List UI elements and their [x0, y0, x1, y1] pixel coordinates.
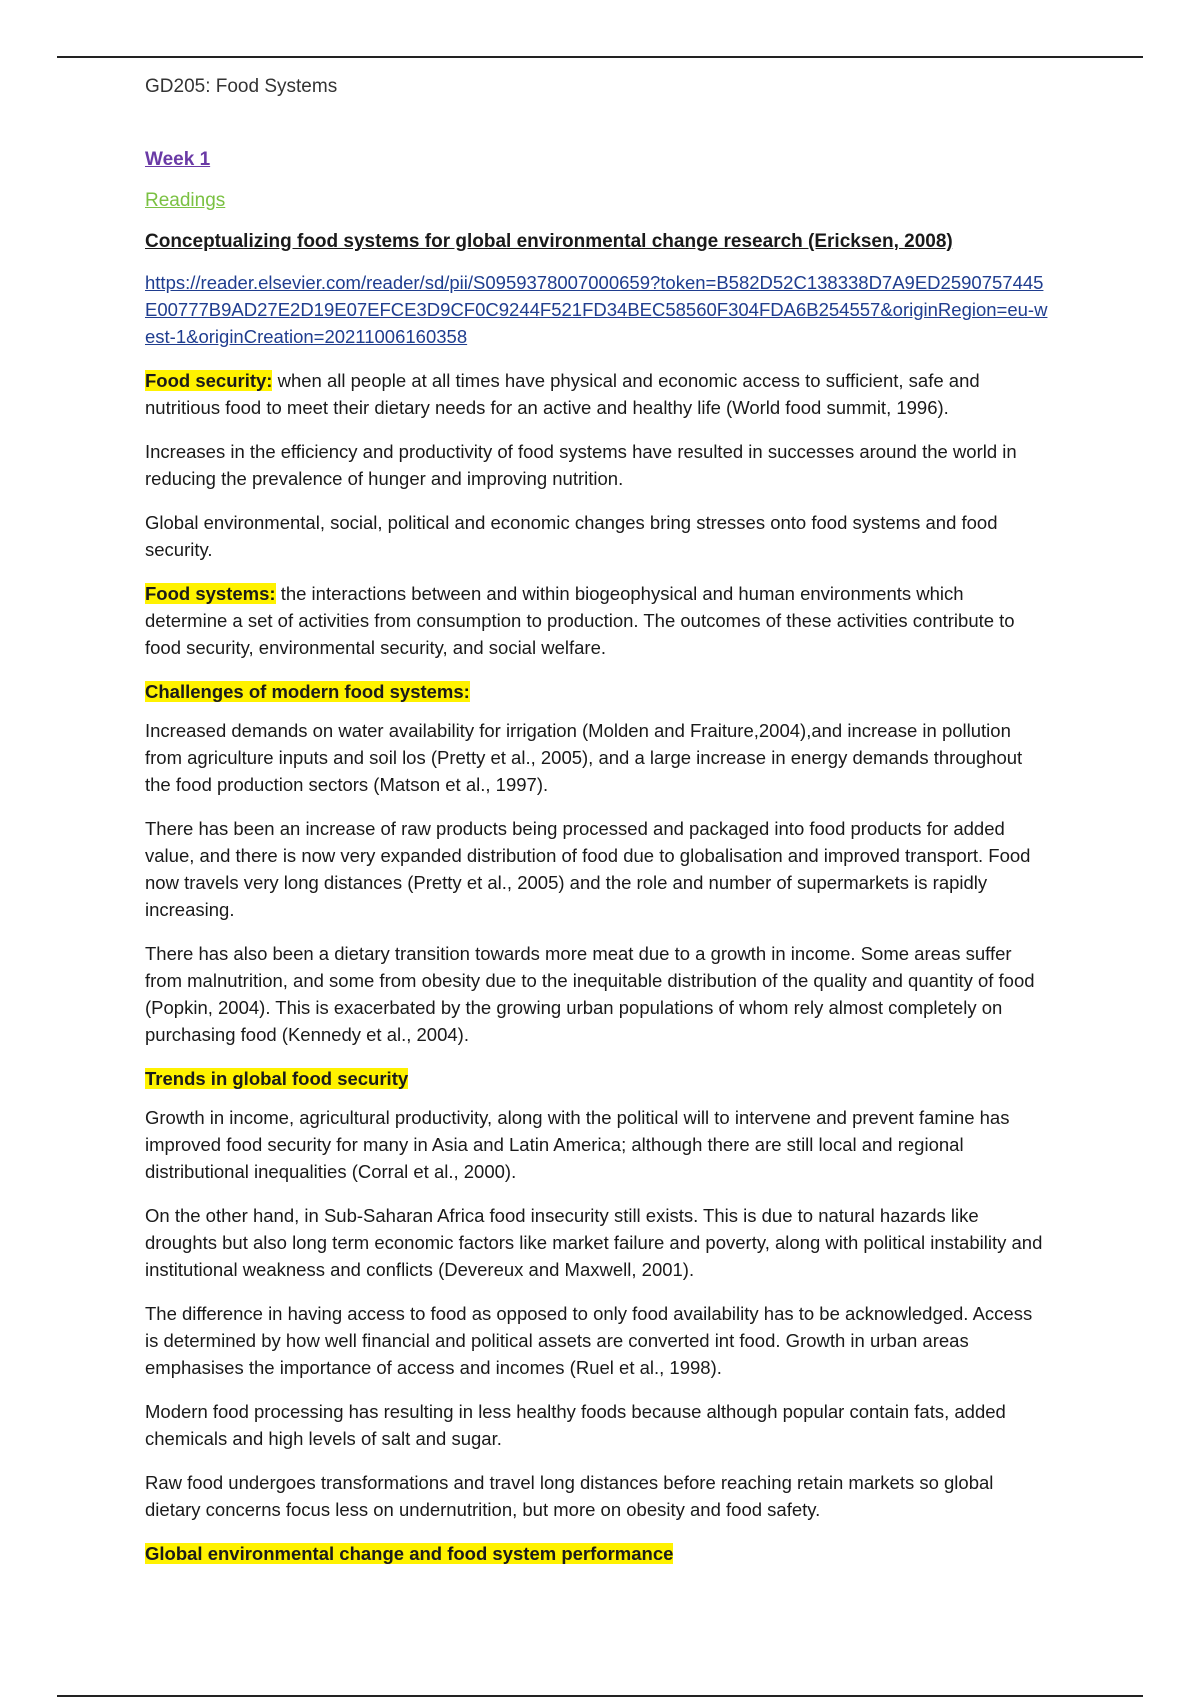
- top-rule: [57, 56, 1143, 58]
- article-link[interactable]: https://reader.elsevier.com/reader/sd/pii/S0959378007000659?token=B582D52C138338D7A9ED2590757445E00777B9AD27E2D19E07EFCE3D9CF0C9244F521FD34BEC58560F304FDA6B254557&originRegion=eu-west-1&originCreation=20211006160358: [145, 272, 1048, 347]
- paragraph-global-changes: Global environmental, social, political and economic changes bring stresses onto food systems and food security.: [145, 512, 998, 560]
- week-heading: Week 1: [145, 149, 211, 170]
- trend-paragraph: Growth in income, agricultural productivity, along with the political will to intervene and prevent famine has improved food security for many in Asia and Latin America; although there are still local and regional distributional inequalities (Corral et al., 2000).: [145, 1107, 1010, 1182]
- article-link-paragraph: [145, 269, 1050, 350]
- document-header: GD205: Food Systems: [145, 76, 338, 97]
- readings-heading: Readings: [145, 190, 226, 211]
- environmental-heading-text: Global environmental change and food system performance: [145, 1543, 674, 1564]
- environmental-heading: [145, 1540, 1050, 1567]
- bottom-rule: [57, 1695, 1143, 1697]
- food-security-text: when all people at all times have physical and economic access to sufficient, safe and nutritious food to meet their dietary needs for an active and healthy life (World food summit, 1996).: [145, 370, 980, 418]
- trend-paragraph: The difference in having access to food as opposed to only food availability has to be acknowledged. Access is determined by how well financial and political assets are converted int food. Growth in urban areas emphasises the importance of access and incomes (Ruel et al., 1998).: [145, 1303, 1033, 1378]
- paragraph-efficiency: Increases in the efficiency and productivity of food systems have resulted in successes around the world in reducing the prevalence of hunger and improving nutrition.: [145, 441, 1017, 489]
- challenge-paragraph: There has also been a dietary transition towards more meat due to a growth in income. Some areas suffer from malnutrition, and some from obesity due to the inequitable distribution of the quality and quantity of food (Popkin, 2004). This is exacerbated by the growing urban populations of whom rely almost completely on purchasing food (Kennedy et al., 2004).: [145, 943, 1035, 1045]
- document-body: [145, 146, 1050, 1579]
- food-systems-definition: [145, 580, 1050, 661]
- food-systems-text: the interactions between and within biogeophysical and human environments which determine a set of activities from consumption to production. The outcomes of these activities contribute to food security, environmental security, and social welfare.: [145, 583, 1015, 658]
- challenges-heading: [145, 678, 1050, 705]
- trends-heading: [145, 1065, 1050, 1092]
- food-security-term: Food security:: [145, 370, 273, 391]
- food-security-definition: [145, 367, 1050, 421]
- trend-paragraph: On the other hand, in Sub-Saharan Africa food insecurity still exists. This is due to natural hazards like droughts but also long term economic factors like market failure and poverty, along with political instability and institutional weakness and conflicts (Devereux and Maxwell, 2001).: [145, 1205, 1043, 1280]
- trends-heading-text: Trends in global food security: [145, 1068, 409, 1089]
- challenge-paragraph: Increased demands on water availability for irrigation (Molden and Fraiture,2004),and increase in pollution from agriculture inputs and soil los (Pretty et al., 2005), and a large increase in energy demands throughout the food production sectors (Matson et al., 1997).: [145, 720, 1023, 795]
- trend-paragraph: Modern food processing has resulting in less healthy foods because although popular contain fats, added chemicals and high levels of salt and sugar.: [145, 1401, 1006, 1449]
- challenges-heading-text: Challenges of modern food systems:: [145, 681, 470, 702]
- article-title: Conceptualizing food systems for global environmental change research (Ericksen, 2008): [145, 231, 953, 252]
- food-systems-term: Food systems:: [145, 583, 276, 604]
- trend-paragraph: Raw food undergoes transformations and travel long distances before reaching retain markets so global dietary concerns focus less on undernutrition, but more on obesity and food safety.: [145, 1472, 994, 1520]
- challenge-paragraph: There has been an increase of raw products being processed and packaged into food products for added value, and there is now very expanded distribution of food due to globalisation and improved transport. Food now travels very long distances (Pretty et al., 2005) and the role and number of supermarkets is rapidly increasing.: [145, 818, 1031, 920]
